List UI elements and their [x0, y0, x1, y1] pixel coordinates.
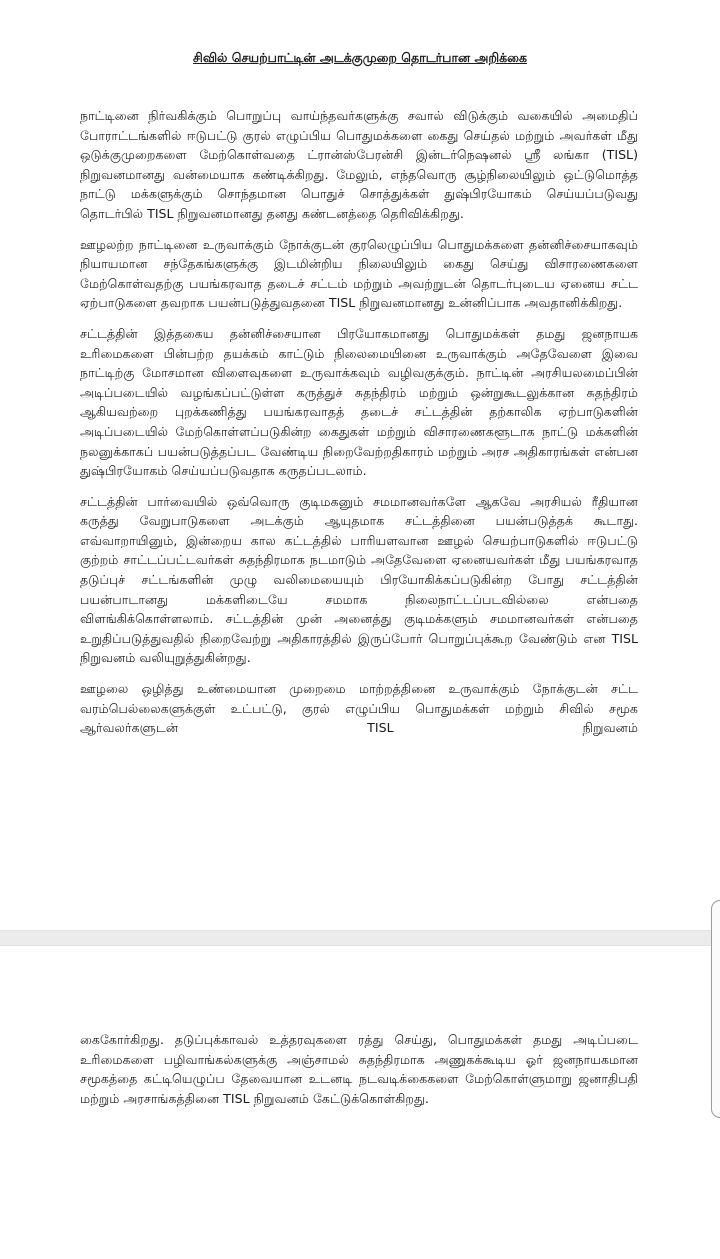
page-1-body	[80, 106, 638, 749]
paragraph-1: நாட்டினை நிர்வகிக்கும் பொறுப்பு வாய்ந்தவர்களுக்கு சவால் விடுக்கும் வகையில் அமைதிப் போராட்டங்களில் ஈடுபட்டு குரல் எழுப்பிய பொதுமக்களை கைது செய்தல் மற்றும் அவர்கள் மீது ஒடுக்குமுறைகளை மேற்கொள்வதை ட்ரான்ஸ்பேரன்சி இன்டர்நெஷனல் ஸ்ரீ லங்கா (TISL) நிறுவனமானது வன்மையாக கண்டிக்கிறது. மேலும், எந்தவொரு சூழ்நிலையிலும் ஒட்டுமொத்த நாட்டு மக்களுக்கும் சொந்தமான பொதுச் சொத்துக்கள் துஷ்பிரயோகம் செய்யப்படுவது தொடர்பில் TISL நிறுவனமானது தனது கண்டனத்தை தெரிவிக்கிறது.	[80, 108, 638, 221]
page-2-body	[80, 1030, 638, 1119]
paragraph-2: ஊழலற்ற நாட்டினை உருவாக்கும் நோக்குடன் குரலெழுப்பிய பொதுமக்களை தன்னிச்சையாகவும் நியாயமான சந்தேகங்களுக்கு இடமின்றிய நிலையிலும் கைது செய்து விசாரணைகளை மேற்கொள்வதற்கு பயங்கரவாத தடைச் சட்டம் மற்றும் அவற்றுடன் தொடர்புடைய ஏனைய சட்ட ஏற்பாடுகளை தவறாக பயன்படுத்துவதனை TISL நிறுவனமானது உன்னிப்பாக அவதானிக்கிறது.	[80, 236, 638, 311]
paragraph-5: ஊழலை ஒழித்து உண்மையான முறைமை மாற்றத்தினை உருவாக்கும் நோக்குடன் சட்ட வரம்பெல்லைகளுக்குள் உட்பட்டு, குரல் எழுப்பிய பொதுமக்கள் மற்றும் சிவில் சமூக ஆர்வலர்களுடன் TISL நிறுவனம்	[80, 681, 638, 736]
page-separator	[0, 930, 720, 946]
paragraph-3: சட்டத்தின் இத்தகைய தன்னிச்சையான பிரயோகமானது பொதுமக்கள் தமது ஜனநாயக உரிமைகளை பின்பற்ற தயக்கம் காட்டும் நிலைமையினை உருவாக்கும் அதேவேளை இவை நாட்டிற்கு மோசமான விளைவுகளை உருவாக்கவும் வழிவகுக்கும். நாட்டின் அரசியலமைப்பின் அடிப்படையில் வழங்கப்பட்டுள்ள கருத்துச் சுதந்திரம் மற்றும் ஒன்றுகூடலுக்கான சுதந்திரம் ஆகியவற்றை புறக்கணித்து பயங்கரவாதத் தடைச் சட்டத்தின் தற்காலிக ஏற்பாடுகளின் அடிப்படையில் மேற்கொள்ளப்படுகின்ற கைதுகள் மற்றும் விசாரணைகளூடாக நாட்டு மக்களின் நலனுக்காகப் பயன்படுத்தப்பட வேண்டிய நிறைவேற்றதிகாரம் மற்றும் அரச அதிகாரங்கள் என்பன துஷ்பிரயோகம் செய்யப்படுவதாக கருதப்படலாம்.	[80, 325, 638, 479]
document-page-2	[0, 946, 720, 1259]
document-title: சிவில் செயற்பாட்டின் அடக்குமுறை தொடர்பான அறிக்கை	[193, 50, 527, 65]
paragraph-6: கைகோர்கிறது. தடுப்புக்காவல் உத்தரவுகளை ரத்து செய்து, பொதுமக்கள் தமது அடிப்படை உரிமைகளை பழிவாங்கல்களுக்கு அஞ்சாமல் சுதந்திரமாக அணுகக்கூடிய ஓர் ஜனநாயகமான சமூகத்தை கட்டியெழுப்ப தேவையான உடனடி நடவடிக்கைகளை மேற்கொள்ளுமாறு ஜனாதிபதி மற்றும் அரசாங்கத்தினை TISL நிறுவனம் கேட்டுக்கொள்கிறது.	[80, 1032, 638, 1106]
paragraph-4: சட்டத்தின் பார்வையில் ஒவ்வொரு குடிமகனும் சமமானவர்களே ஆகவே அரசியல் ரீதியான கருத்து வேறுபாடுகளை அடக்கும் ஆயுதமாக சட்டத்தினை பயன்படுத்தக் கூடாது. எவ்வாறாயினும், இன்றைய கால கட்டத்தில் பாரியளவான ஊழல் செயற்பாடுகளில் ஈடுபட்டு குற்றம் சாட்டப்பட்டவர்கள் சுதந்திரமாக நடமாடும் அதேவேளை ஏனையவர்கள் மீது பயங்கரவாத தடுப்புச் சட்டங்களின் முழு வலிமையையும் பிரயோகிக்கப்படுகின்ற போது சட்டத்தின் பயன்பாடானது மக்களிடையே சமமாக நிலைநாட்டப்படவில்லை என்பதை விளங்கிக்கொள்ளலாம். சட்டத்தின் முன் அனைத்து குடிமக்களும் சமமானவர்கள் என்பதை உறுதிப்படுத்துவதில் நிறைவேற்று அதிகாரத்தில் இருப்போர் பொறுப்புக்கூற வேண்டும் என TISL நிறுவனம் வலியுறுத்துகின்றது.	[80, 493, 638, 666]
scroll-handle[interactable]	[711, 900, 720, 1118]
